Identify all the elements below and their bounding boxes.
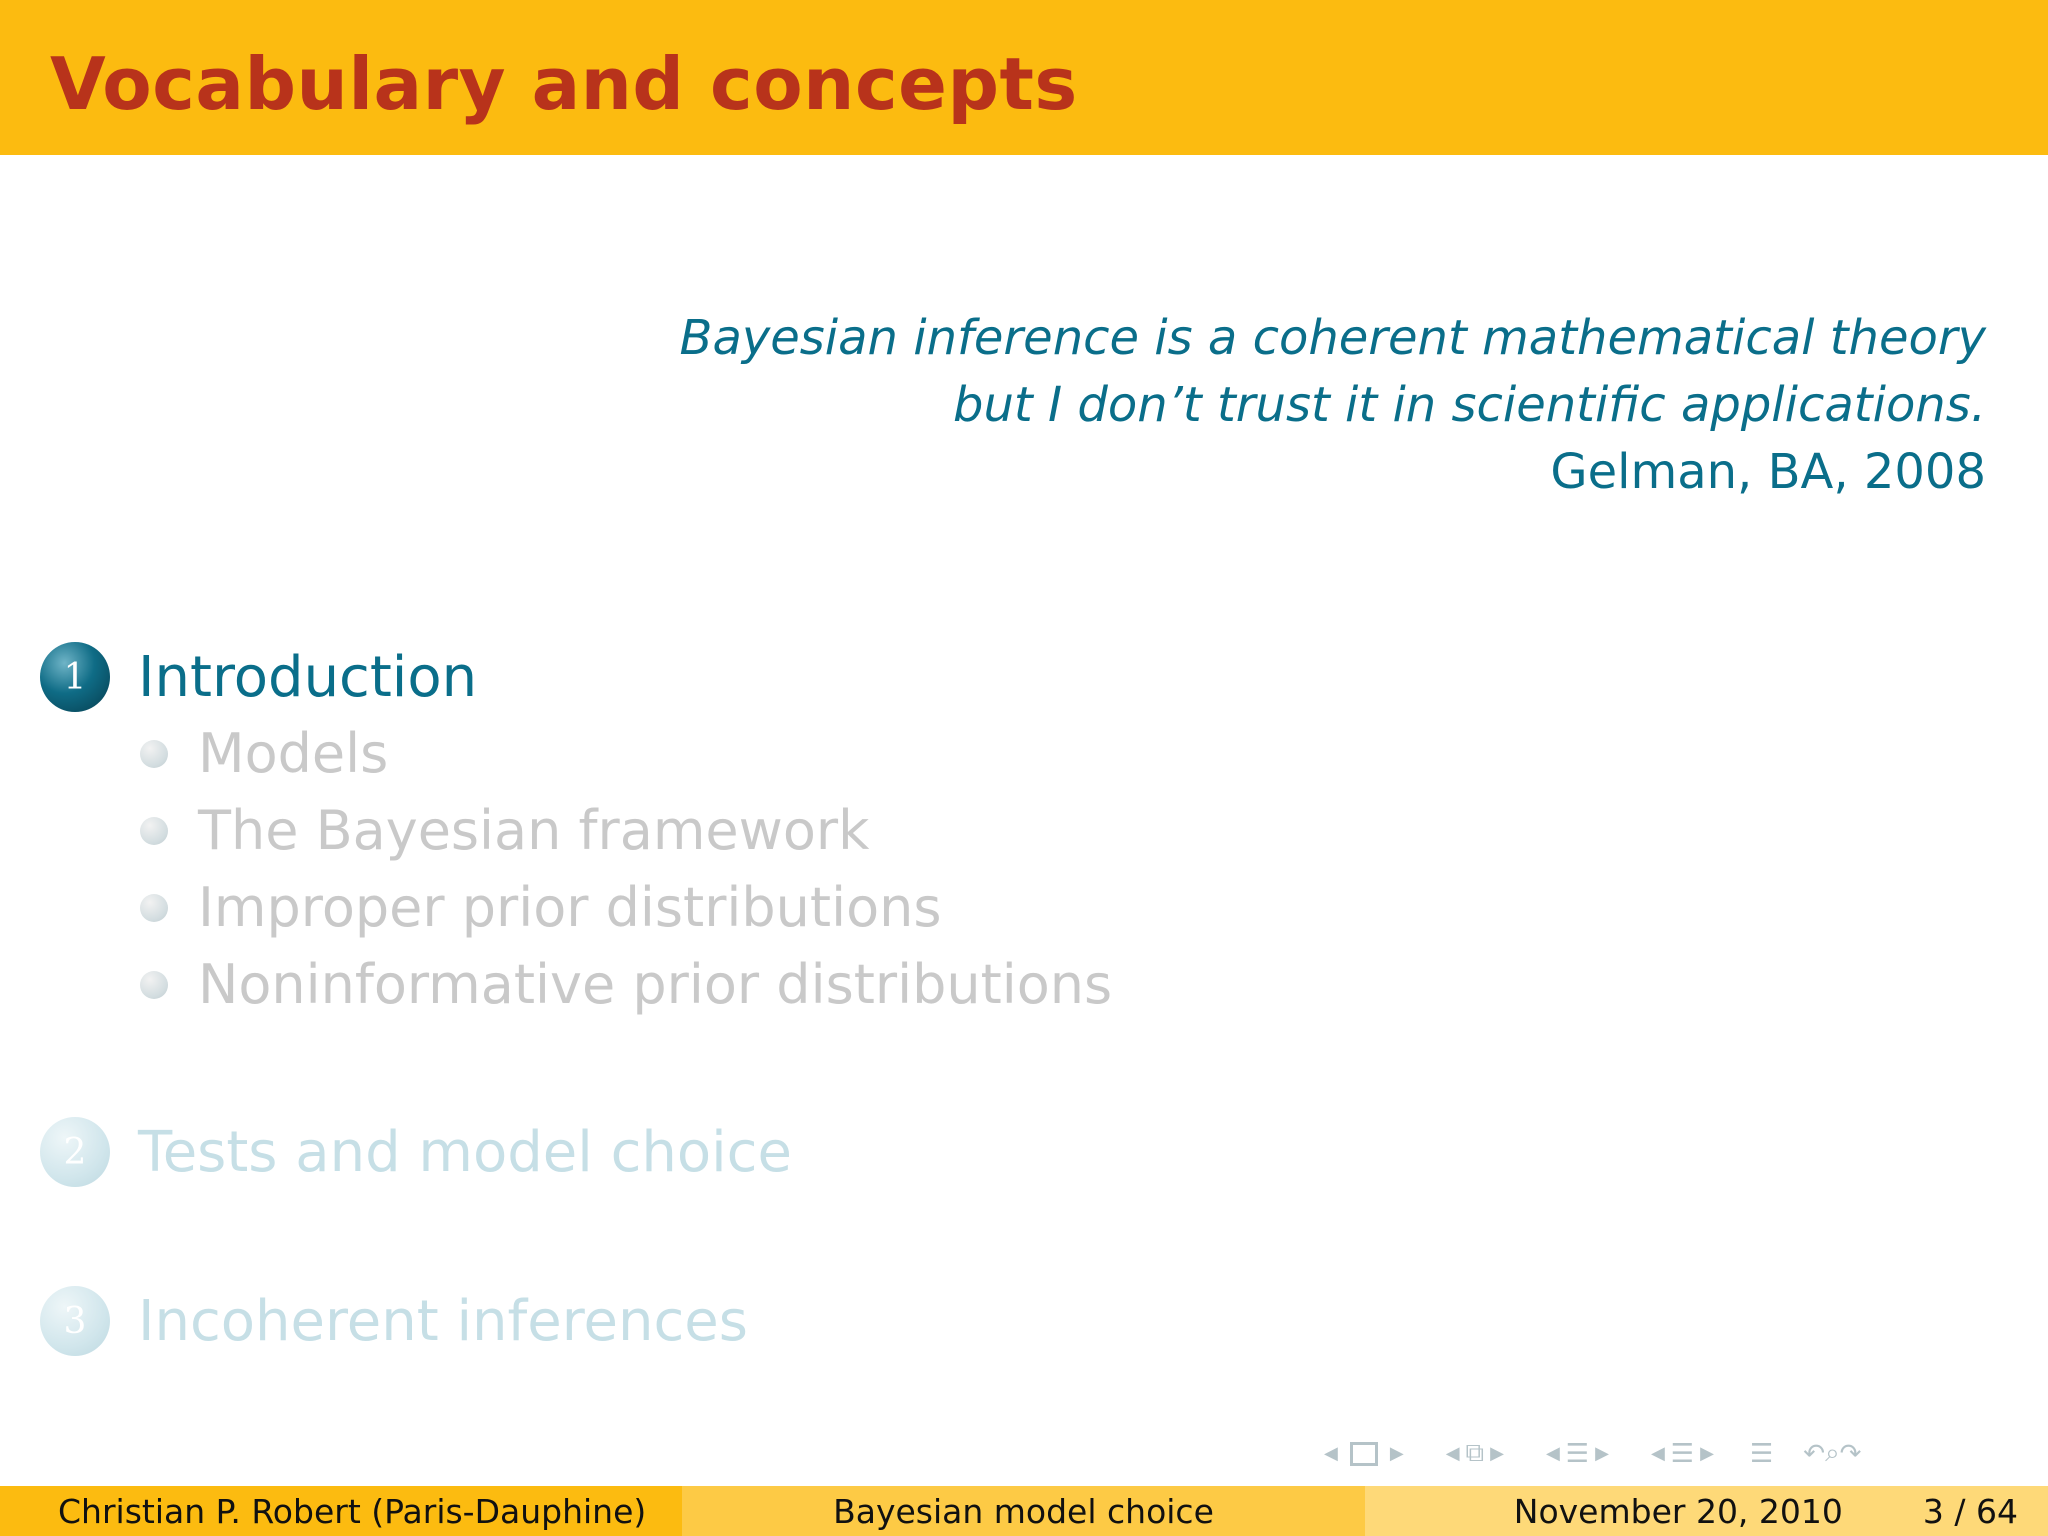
slide-footer bbox=[0, 1486, 2048, 1536]
quote-line-1: Bayesian inference is a coherent mathematical theory bbox=[679, 310, 1986, 366]
toc-section-introduction[interactable] bbox=[40, 642, 477, 712]
quote-line-2: but I don’t trust it in scientific applications. bbox=[952, 377, 1986, 433]
footer-title: Bayesian model choice bbox=[682, 1486, 1365, 1536]
toc-subsection-improper-priors[interactable] bbox=[140, 876, 941, 939]
toc-section-label: Incoherent inferences bbox=[138, 1288, 748, 1354]
toc-subsection-models[interactable] bbox=[140, 722, 388, 785]
nav-doc-next-icon[interactable]: ▶ bbox=[1700, 1443, 1714, 1464]
toc-subsection-label: The Bayesian framework bbox=[198, 799, 870, 862]
slide-header bbox=[0, 0, 2048, 155]
nav-back-icon[interactable]: ↶ bbox=[1803, 1438, 1826, 1469]
nav-frame-next-icon[interactable]: ▶ bbox=[1389, 1443, 1404, 1464]
nav-subsection-next-icon[interactable]: ▶ bbox=[1490, 1443, 1504, 1464]
nav-doc-prev-icon[interactable]: ◀ bbox=[1650, 1443, 1665, 1464]
nav-subsection-prev-icon[interactable]: ◀ bbox=[1445, 1443, 1460, 1464]
section-number-ball: 1 bbox=[40, 642, 110, 712]
bullet-icon bbox=[140, 971, 168, 999]
toc-subsection-label: Improper prior distributions bbox=[198, 876, 942, 939]
toc-subsection-noninformative-priors[interactable] bbox=[140, 953, 1112, 1016]
nav-section-icon[interactable]: ☰ bbox=[1565, 1438, 1590, 1469]
toc-section-incoherent[interactable] bbox=[40, 1286, 748, 1356]
epigraph bbox=[680, 305, 1986, 506]
nav-forward-icon[interactable]: ↷ bbox=[1839, 1438, 1862, 1469]
nav-search-icon[interactable]: ⌕ bbox=[1825, 1438, 1840, 1468]
slide-title: Vocabulary and concepts bbox=[50, 42, 1078, 126]
nav-subsection-icon[interactable]: ⧉ bbox=[1465, 1438, 1485, 1468]
section-number-ball: 3 bbox=[40, 1286, 110, 1356]
bullet-icon bbox=[140, 894, 168, 922]
footer-date-page bbox=[1365, 1486, 2048, 1536]
nav-frame-prev-icon[interactable]: ◀ bbox=[1324, 1443, 1338, 1464]
navigation-bar bbox=[1318, 1438, 1861, 1469]
nav-doc-icon[interactable]: ☰ bbox=[1670, 1438, 1695, 1469]
nav-appendix-icon[interactable]: ☰ bbox=[1749, 1438, 1774, 1469]
bullet-icon bbox=[140, 817, 168, 845]
nav-section-prev-icon[interactable]: ◀ bbox=[1545, 1443, 1560, 1464]
quote-source: Gelman, BA, 2008 bbox=[1550, 444, 1986, 500]
toc-section-label: Tests and model choice bbox=[138, 1119, 792, 1185]
toc-subsection-bayesian-framework[interactable] bbox=[140, 799, 869, 862]
toc-subsection-label: Noninformative prior distributions bbox=[198, 953, 1113, 1016]
nav-frame-icon[interactable] bbox=[1350, 1442, 1378, 1466]
toc-section-label: Introduction bbox=[138, 644, 478, 710]
footer-page-number: 3 / 64 bbox=[1922, 1491, 2018, 1531]
section-number-ball: 2 bbox=[40, 1117, 110, 1187]
footer-author: Christian P. Robert (Paris-Dauphine) bbox=[0, 1486, 682, 1536]
toc-section-tests[interactable] bbox=[40, 1117, 792, 1187]
footer-date: November 20, 2010 bbox=[1513, 1491, 1843, 1531]
bullet-icon bbox=[140, 740, 168, 768]
nav-section-next-icon[interactable]: ▶ bbox=[1595, 1443, 1609, 1464]
toc-subsection-label: Models bbox=[198, 722, 389, 785]
